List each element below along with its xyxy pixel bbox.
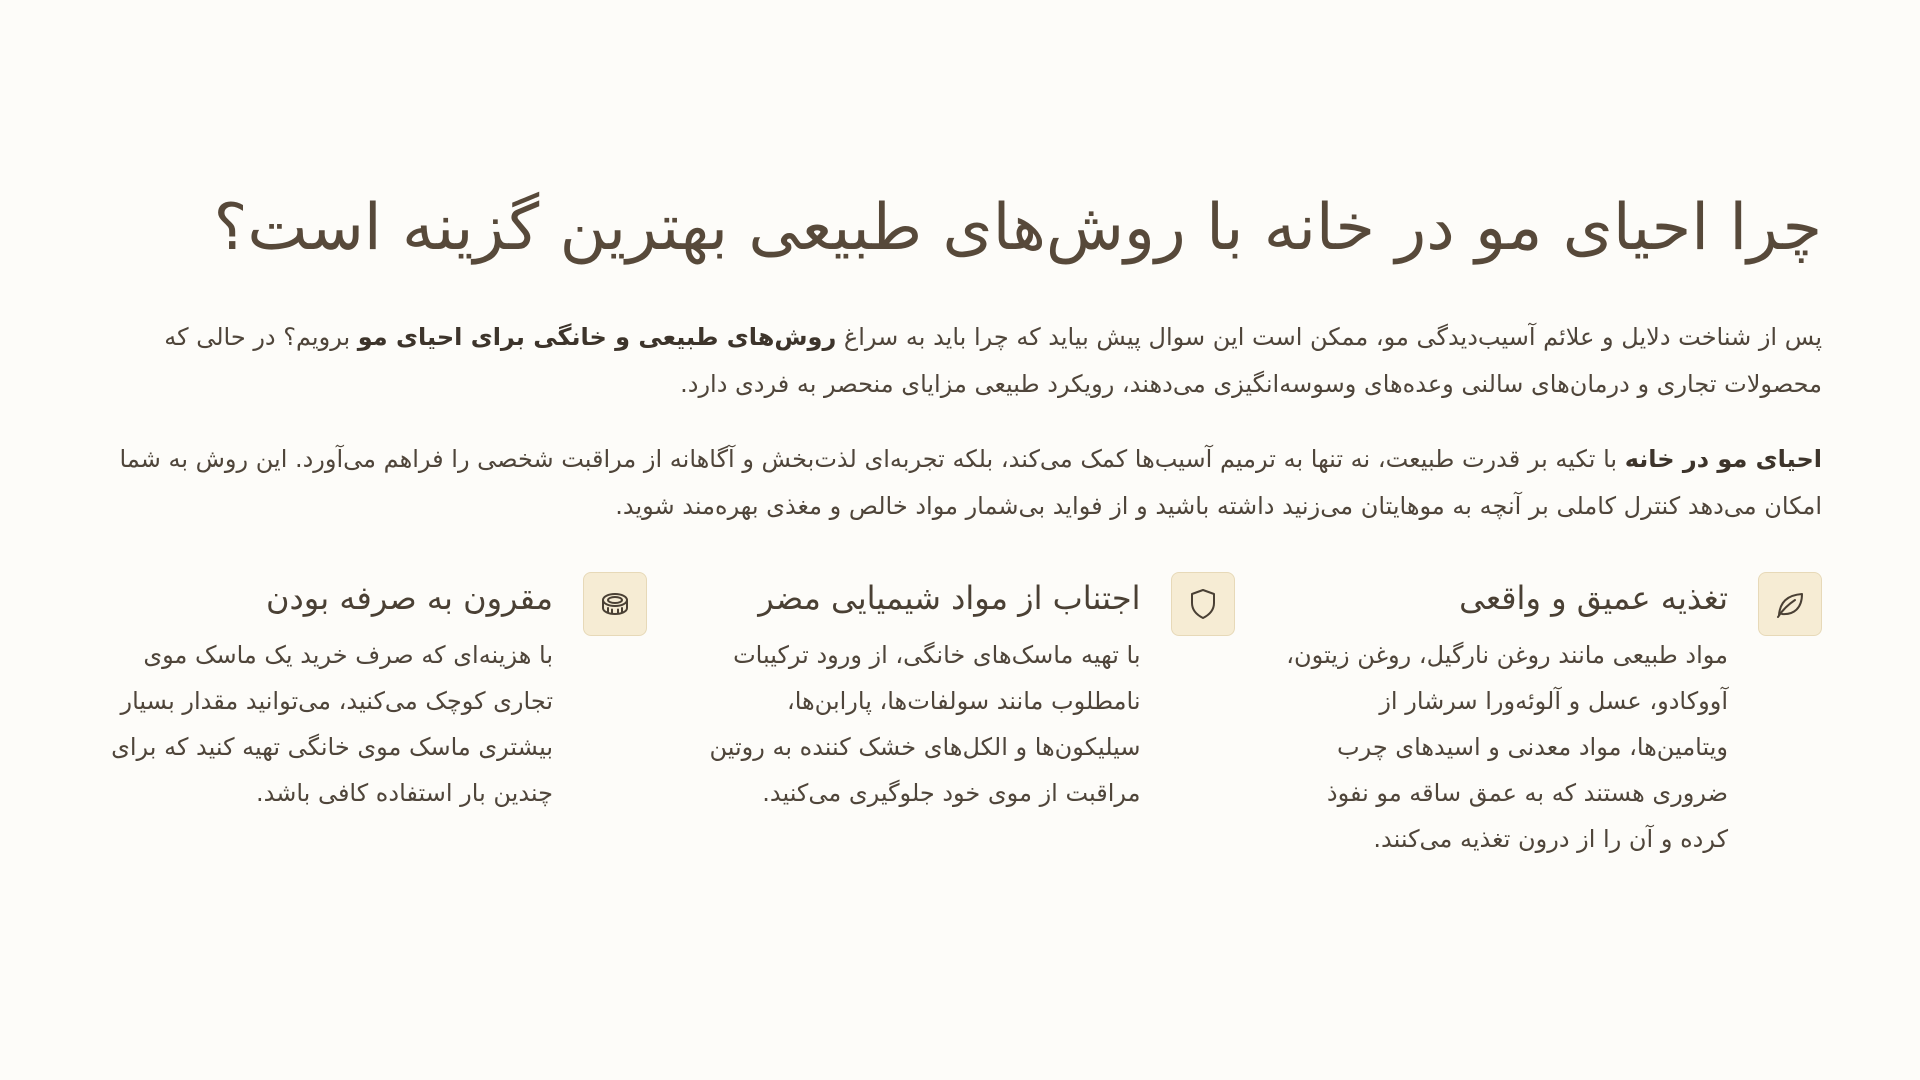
intro — [108, 314, 1822, 530]
feature-avoid-chemicals — [696, 572, 1235, 862]
leaf-icon — [1758, 572, 1822, 636]
page-title: چرا احیای مو در خانه با روش‌های طبیعی بهترین گزینه است؟ — [213, 191, 1822, 265]
intro-text: برویم؟ در حالی که محصولات تجاری و درمان‌های سالنی وعده‌های وسوسه‌انگیزی می‌دهند، رویکرد طبیعی مزایای منحصر به فردی دارد. — [164, 323, 1822, 398]
intro-paragraph-2 — [108, 436, 1822, 530]
feature-cost-effective — [108, 572, 647, 862]
feature-description: مواد طبیعی مانند روغن نارگیل، روغن زیتون، آووکادو، عسل و آلوئه‌ورا سرشار از ویتامین‌ها، مواد معدنی و اسیدهای چرب ضروری هستند که به عمق ساقه مو نفوذ کرده و آن را از درون تغذیه می‌کنند. — [1286, 641, 1728, 853]
feature-title: اجتناب از مواد شیمیایی مضر — [758, 579, 1141, 617]
intro-text: با تکیه بر قدرت طبیعت، نه تنها به ترمیم آسیب‌ها کمک می‌کند، بلکه تجربه‌ای لذت‌بخش و آگاهانه از مراقبت شخصی را فراهم می‌آورد. این روش به شما امکان می‌دهد کنترل کاملی بر آنچه به موهایتان می‌زنید داشته باشید و از فواید بی‌شمار مواد خالص و مغذی بهره‌مند شوید. — [119, 445, 1822, 520]
feature-title: تغذیه عمیق و واقعی — [1459, 579, 1728, 617]
intro-text: پس از شناخت دلایل و علائم آسیب‌دیدگی مو، ممکن است این سوال پیش بیاید که چرا باید به سراغ — [836, 323, 1822, 351]
intro-paragraph-1 — [108, 314, 1822, 408]
intro-bold-text: احیای مو در خانه — [1624, 445, 1822, 473]
feature-description: با تهیه ماسک‌های خانگی، از ورود ترکیبات نامطلوب مانند سولفات‌ها، پارابن‌ها، سیلیکون‌ها و الکل‌های خشک کننده به روتین مراقبت از موی خود جلوگیری می‌کنید. — [709, 641, 1141, 807]
feature-description: با هزینه‌ای که صرف خرید یک ماسک موی تجاری کوچک می‌کنید، می‌توانید مقدار بسیار بیشتری ماسک موی خانگی تهیه کنید که برای چندین بار استفاده کافی باشد. — [111, 641, 553, 807]
coins-icon — [583, 572, 647, 636]
feature-content — [108, 572, 553, 816]
feature-content — [1283, 572, 1728, 862]
feature-deep-nourishment — [1283, 572, 1822, 862]
shield-icon — [1171, 572, 1235, 636]
feature-content — [696, 572, 1141, 816]
feature-title: مقرون به صرفه بودن — [266, 579, 553, 617]
intro-bold-text: روش‌های طبیعی و خانگی برای احیای مو — [357, 323, 837, 351]
features-row — [108, 572, 1822, 862]
